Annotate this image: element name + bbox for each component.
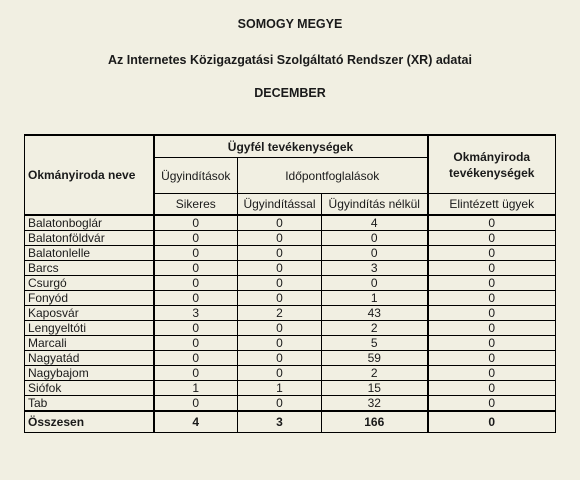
statistics-table [24,134,556,433]
month-title: DECEMBER [254,86,326,100]
table-row [25,381,556,396]
total-with-initiation: 3 [238,411,322,433]
without-initiation-cell: 0 [322,246,428,261]
table-row [25,261,556,276]
successful-cell: 0 [154,231,238,246]
with-initiation-cell: 0 [238,231,322,246]
successful-cell: 0 [154,215,238,231]
office-name-cell: Barcs [25,261,154,276]
without-initiation-cell: 2 [322,321,428,336]
completed-cases-header: Elintézett ügyek [428,194,556,216]
successful-cell: 0 [154,396,238,412]
office-name-cell: Balatonlelle [25,246,154,261]
table-row [25,396,556,412]
office-name-cell: Siófok [25,381,154,396]
without-initiation-cell: 32 [322,396,428,412]
completed-cell: 0 [428,321,556,336]
without-initiation-cell: 0 [322,231,428,246]
office-activities-header: Okmányiroda tevékenységek [428,135,556,194]
with-initiation-cell: 0 [238,215,322,231]
initiations-header: Ügyindítások [154,158,238,194]
with-initiation-cell: 0 [238,366,322,381]
completed-cell: 0 [428,366,556,381]
table-row [25,215,556,231]
without-initiation-header: Ügyindítás nélkül [322,194,428,216]
successful-cell: 0 [154,246,238,261]
with-initiation-cell: 2 [238,306,322,321]
successful-cell: 0 [154,261,238,276]
completed-cell: 0 [428,381,556,396]
without-initiation-cell: 43 [322,306,428,321]
total-completed: 0 [428,411,556,433]
completed-cell: 0 [428,396,556,412]
with-initiation-cell: 0 [238,321,322,336]
total-successful: 4 [154,411,238,433]
table-row [25,291,556,306]
table-row [25,276,556,291]
total-row [25,411,556,433]
table-row [25,351,556,366]
completed-cell: 0 [428,246,556,261]
office-name-cell: Nagybajom [25,366,154,381]
without-initiation-cell: 2 [322,366,428,381]
with-initiation-cell: 0 [238,396,322,412]
total-label: Összesen [25,411,154,433]
with-initiation-cell: 0 [238,261,322,276]
table-row [25,336,556,351]
office-name-cell: Nagyatád [25,351,154,366]
with-initiation-header: Ügyindítással [238,194,322,216]
successful-cell: 0 [154,336,238,351]
table-row [25,231,556,246]
completed-cell: 0 [428,261,556,276]
successful-cell: 3 [154,306,238,321]
office-name-cell: Balatonboglár [25,215,154,231]
completed-cell: 0 [428,306,556,321]
office-name-cell: Balatonföldvár [25,231,154,246]
successful-cell: 0 [154,276,238,291]
successful-cell: 0 [154,351,238,366]
table-row [25,321,556,336]
completed-cell: 0 [428,351,556,366]
table-body [25,215,556,433]
without-initiation-cell: 1 [322,291,428,306]
completed-cell: 0 [428,215,556,231]
successful-cell: 0 [154,291,238,306]
with-initiation-cell: 0 [238,246,322,261]
appointments-header: Időpontfoglalások [238,158,428,194]
completed-cell: 0 [428,291,556,306]
office-name-header: Okmányiroda neve [25,135,154,215]
successful-header: Sikeres [154,194,238,216]
without-initiation-cell: 59 [322,351,428,366]
office-name-cell: Marcali [25,336,154,351]
table-row [25,306,556,321]
office-name-cell: Lengyeltóti [25,321,154,336]
office-name-cell: Csurgó [25,276,154,291]
successful-cell: 0 [154,321,238,336]
client-activities-header: Ügyfél tevékenységek [154,135,428,158]
table-row [25,246,556,261]
office-name-cell: Kaposvár [25,306,154,321]
with-initiation-cell: 0 [238,351,322,366]
with-initiation-cell: 1 [238,381,322,396]
office-name-cell: Fonyód [25,291,154,306]
report-subtitle: Az Internetes Közigazgatási Szolgáltató Rendszer (XR) adatai [108,53,472,67]
county-title: SOMOGY MEGYE [237,17,343,31]
with-initiation-cell: 0 [238,336,322,351]
completed-cell: 0 [428,276,556,291]
total-without-initiation: 166 [322,411,428,433]
office-name-cell: Tab [25,396,154,412]
without-initiation-cell: 3 [322,261,428,276]
without-initiation-cell: 15 [322,381,428,396]
with-initiation-cell: 0 [238,276,322,291]
without-initiation-cell: 5 [322,336,428,351]
successful-cell: 1 [154,381,238,396]
completed-cell: 0 [428,231,556,246]
completed-cell: 0 [428,336,556,351]
without-initiation-cell: 4 [322,215,428,231]
table-row [25,366,556,381]
successful-cell: 0 [154,366,238,381]
with-initiation-cell: 0 [238,291,322,306]
without-initiation-cell: 0 [322,276,428,291]
